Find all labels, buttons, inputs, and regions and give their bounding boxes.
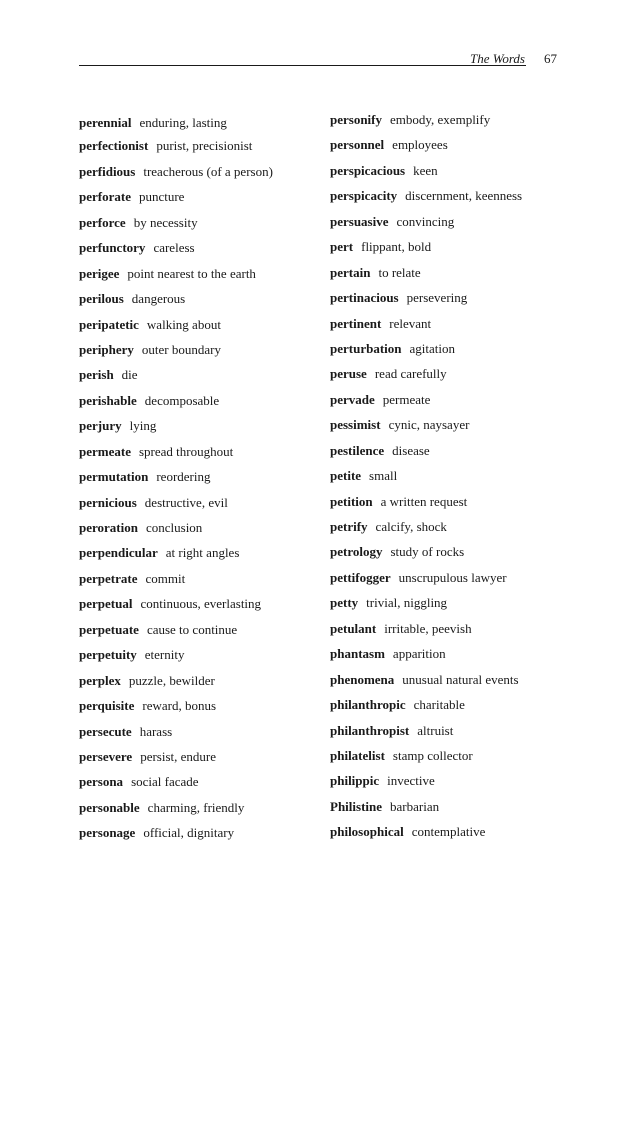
glossary-entry: [79, 671, 329, 696]
left-column: [79, 110, 329, 849]
glossary-entry: [330, 364, 630, 389]
entry-definition: study of rocks: [390, 544, 465, 560]
entry-term: persuasive: [330, 213, 389, 229]
entry-term: pessimist: [330, 417, 381, 433]
glossary-entry: [79, 772, 329, 797]
glossary-entry: [330, 441, 630, 466]
entry-definition: walking about: [146, 316, 221, 332]
entry-term: perforate: [79, 189, 131, 205]
entry-definition: apparition: [392, 646, 446, 662]
glossary-entry: [330, 263, 630, 288]
entry-definition: read carefully: [374, 366, 447, 382]
entry-term: persecute: [79, 723, 132, 739]
glossary-entry: [330, 822, 630, 847]
glossary-entry: [79, 722, 329, 747]
entry-definition: harass: [139, 723, 173, 739]
entry-term: perspicacious: [330, 162, 406, 178]
entry-term: philippic: [330, 773, 380, 789]
entry-term: personnel: [330, 137, 385, 153]
entry-definition: reordering: [156, 469, 211, 485]
entry-definition: trivial, niggling: [366, 595, 448, 611]
entry-definition: small: [369, 468, 398, 484]
glossary-entry: [79, 213, 329, 238]
entry-definition: unusual natural events: [402, 671, 519, 687]
running-header: [79, 52, 559, 68]
entry-term: petulant: [330, 620, 377, 636]
glossary-entry: [79, 416, 329, 441]
glossary-entry: [330, 721, 630, 746]
entry-definition: die: [121, 367, 138, 383]
entry-term: perplex: [79, 672, 121, 688]
glossary-entry: [79, 162, 329, 187]
glossary-entry: [79, 187, 329, 212]
glossary-entry: [79, 696, 329, 721]
entry-term: permutation: [79, 469, 149, 485]
glossary-entry: [330, 339, 630, 364]
entry-definition: invective: [387, 773, 435, 789]
glossary-entry: [330, 110, 630, 135]
entry-definition: continuous, everlasting: [140, 596, 262, 612]
entry-definition: puzzle, bewilder: [128, 672, 215, 688]
entry-definition: stamp collector: [392, 747, 473, 763]
entry-term: perpetrate: [79, 570, 138, 586]
glossary-entry: [330, 186, 630, 211]
entry-term: pestilence: [330, 442, 385, 458]
entry-term: pertinacious: [330, 290, 399, 306]
entry-term: perforce: [79, 214, 126, 230]
entry-definition: persevering: [406, 290, 468, 306]
entry-term: phenomena: [330, 671, 395, 687]
glossary-entry: [330, 517, 630, 542]
entry-definition: treacherous (of a person): [143, 163, 273, 179]
entry-definition: keen: [413, 162, 438, 178]
entry-definition: discernment, keenness: [405, 188, 523, 204]
entry-term: perspicacity: [330, 188, 398, 204]
glossary-entry: [79, 594, 329, 619]
entry-term: pert: [330, 239, 354, 255]
entry-term: perfidious: [79, 163, 136, 179]
entry-term: pervade: [330, 391, 375, 407]
entry-definition: enduring, lasting: [139, 115, 227, 130]
entry-definition: relevant: [389, 315, 432, 331]
entry-term: perennial: [79, 115, 132, 130]
entry-term: perturbation: [330, 340, 402, 356]
entry-definition: puncture: [138, 189, 185, 205]
glossary-entry: [79, 493, 329, 518]
entry-term: philatelist: [330, 747, 385, 763]
entry-definition: convincing: [396, 213, 455, 229]
entry-definition: decomposable: [144, 392, 220, 408]
entry-definition: unscrupulous lawyer: [398, 569, 507, 585]
glossary-entry: [330, 288, 630, 313]
glossary-entry: [79, 365, 329, 390]
entry-term: peruse: [330, 366, 367, 382]
entry-definition: commit: [145, 570, 186, 586]
glossary-entry: [330, 492, 630, 517]
entry-term: perpendicular: [79, 545, 158, 561]
entry-term: philanthropist: [330, 722, 410, 738]
glossary-entry: [79, 264, 329, 289]
entry-term: persevere: [79, 748, 133, 764]
glossary-entry: [330, 644, 630, 669]
entry-definition: employees: [392, 137, 448, 153]
entry-term: perfectionist: [79, 138, 149, 154]
entry-term: petrify: [330, 519, 368, 534]
entry-term: peroration: [79, 520, 138, 535]
entry-term: Philistine: [330, 798, 383, 814]
glossary-entry: [330, 466, 630, 491]
entry-term: persona: [79, 774, 124, 790]
glossary-entry: [79, 645, 329, 670]
entry-definition: a written request: [380, 493, 468, 509]
glossary-entry: [330, 212, 630, 237]
glossary-entry: [330, 797, 630, 822]
entry-definition: purist, precisionist: [156, 138, 253, 154]
entry-definition: contemplative: [411, 824, 486, 840]
entry-definition: cynic, naysayer: [388, 417, 470, 433]
entry-term: perpetuate: [79, 621, 139, 637]
glossary-entry: [79, 823, 329, 848]
entry-term: perilous: [79, 291, 124, 307]
glossary-entry: [330, 135, 630, 160]
entry-definition: flippant, bold: [361, 239, 432, 255]
header-rule: [79, 65, 526, 66]
entry-term: personify: [330, 112, 382, 127]
entry-term: permeate: [79, 443, 131, 459]
entry-definition: point nearest to the earth: [127, 265, 256, 281]
glossary-entry: [79, 340, 329, 365]
running-title: The Words: [469, 51, 525, 66]
glossary-entry: [330, 542, 630, 567]
entry-definition: by necessity: [133, 214, 198, 230]
glossary-entry: [330, 568, 630, 593]
entry-definition: spread throughout: [138, 443, 234, 459]
glossary-entry: [79, 442, 329, 467]
entry-definition: outer boundary: [141, 341, 221, 357]
entry-term: perjury: [79, 418, 122, 434]
entry-term: petty: [330, 595, 359, 611]
glossary-entry: [79, 518, 329, 543]
glossary-entry: [330, 415, 630, 440]
glossary-entry: [330, 619, 630, 644]
entry-term: personage: [79, 825, 136, 841]
entry-definition: permeate: [382, 391, 431, 407]
glossary-entry: [79, 391, 329, 416]
entry-definition: reward, bonus: [142, 698, 217, 714]
entry-term: perpetual: [79, 596, 133, 612]
entry-definition: persist, endure: [140, 748, 216, 764]
entry-definition: charming, friendly: [147, 799, 245, 815]
entry-term: philanthropic: [330, 697, 406, 713]
glossary-entry: [330, 670, 630, 695]
entry-term: philosophical: [330, 824, 404, 840]
entry-definition: lying: [129, 418, 157, 434]
entry-term: perquisite: [79, 698, 135, 714]
glossary-entry: [330, 593, 630, 618]
right-column: [330, 110, 630, 848]
entry-term: petition: [330, 493, 373, 509]
entry-term: peripatetic: [79, 316, 139, 332]
glossary-entry: [330, 746, 630, 771]
glossary-entry: [79, 110, 329, 136]
entry-term: personable: [79, 799, 140, 815]
glossary-entry: [79, 747, 329, 772]
glossary-entry: [79, 543, 329, 568]
glossary-entry: [79, 136, 329, 161]
entry-definition: irritable, peevish: [384, 620, 472, 636]
entry-term: perfunctory: [79, 240, 146, 256]
entry-definition: conclusion: [145, 520, 203, 535]
entry-definition: to relate: [378, 264, 421, 280]
glossary-entry: [79, 620, 329, 645]
entry-definition: calcify, shock: [375, 519, 447, 534]
glossary-entry: [79, 798, 329, 823]
entry-term: periphery: [79, 341, 134, 357]
entry-definition: official, dignitary: [143, 825, 235, 841]
entry-definition: disease: [392, 442, 430, 458]
entry-definition: charitable: [413, 697, 465, 713]
entry-term: perishable: [79, 392, 137, 408]
glossary-entry: [330, 314, 630, 339]
entry-definition: at right angles: [165, 545, 240, 561]
entry-term: petite: [330, 468, 362, 484]
entry-term: phantasm: [330, 646, 385, 662]
entry-definition: eternity: [144, 647, 185, 663]
page-number: 67: [544, 51, 557, 66]
glossary-entry: [330, 390, 630, 415]
entry-definition: altruist: [417, 722, 454, 738]
entry-term: perigee: [79, 265, 120, 281]
entry-term: pernicious: [79, 494, 137, 510]
entry-definition: agitation: [409, 340, 455, 356]
glossary-entry: [79, 467, 329, 492]
entry-definition: destructive, evil: [144, 494, 228, 510]
entry-definition: careless: [153, 240, 195, 256]
entry-term: pettifogger: [330, 569, 391, 585]
glossary-entry: [79, 289, 329, 314]
entry-definition: dangerous: [131, 291, 186, 307]
entry-definition: embody, exemplify: [390, 112, 491, 127]
glossary-entry: [330, 161, 630, 186]
glossary-entry: [79, 315, 329, 340]
entry-definition: social facade: [131, 774, 199, 790]
entry-term: pertinent: [330, 315, 382, 331]
glossary-entry: [330, 237, 630, 262]
entry-term: perish: [79, 367, 114, 383]
entry-term: perpetuity: [79, 647, 137, 663]
glossary-entry: [79, 238, 329, 263]
entry-term: petrology: [330, 544, 383, 560]
entry-term: pertain: [330, 264, 371, 280]
entry-definition: barbarian: [390, 798, 440, 814]
glossary-entry: [330, 771, 630, 796]
glossary-entry: [330, 695, 630, 720]
entry-definition: cause to continue: [146, 621, 238, 637]
glossary-entry: [79, 569, 329, 594]
